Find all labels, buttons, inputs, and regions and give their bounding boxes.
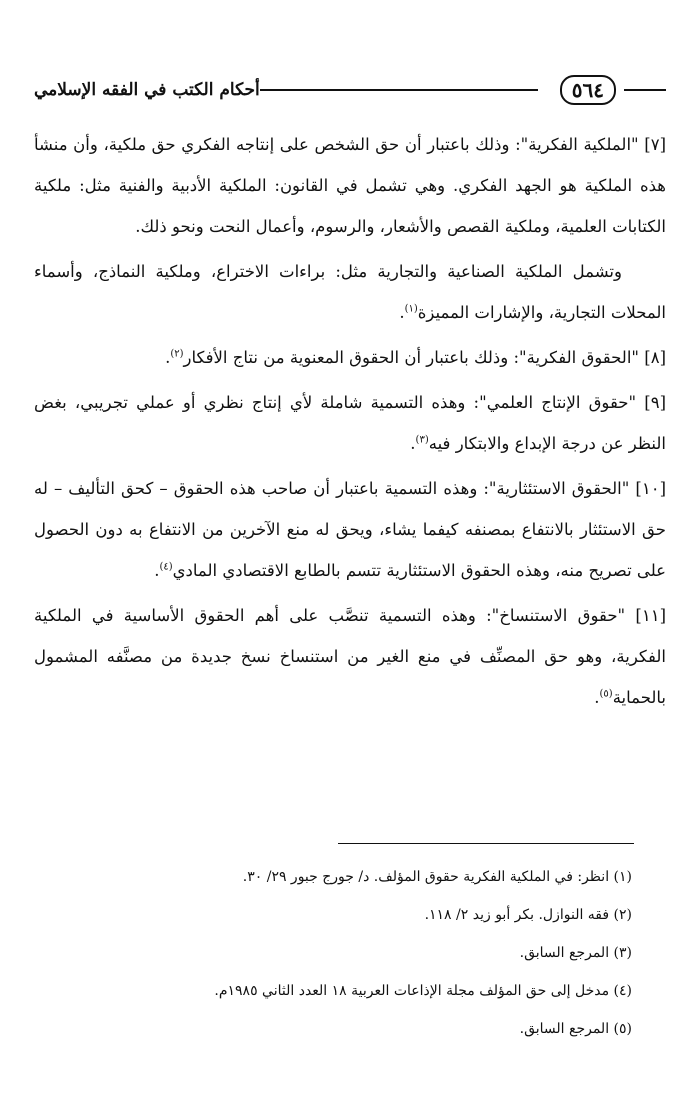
- footnote: (٣) المرجع السابق.: [519, 945, 632, 961]
- paragraph-text: [٨] "الحقوق الفكرية": وذلك باعتبار أن الحقوق المعنوية من نتاج الأفكار: [183, 348, 666, 367]
- running-title: أحكام الكتب في الفقه الإسلامي: [34, 80, 260, 100]
- paragraph: [34, 382, 666, 464]
- page-header: [34, 70, 666, 110]
- paragraph-tail: .: [154, 561, 160, 580]
- footnote-separator: [338, 843, 634, 844]
- footnote-ref[interactable]: (٢): [170, 348, 184, 360]
- paragraph: [34, 595, 666, 718]
- page-number: ٥٦٤: [560, 75, 616, 105]
- footnote: (٤) مدخل إلى حق المؤلف مجلة الإذاعات العربية ١٨ العدد الثاني ١٩٨٥م.: [214, 983, 632, 999]
- footnotes: [34, 858, 634, 1048]
- paragraph-text: وتشمل الملكية الصناعية والتجارية مثل: براءات الاختراع، وملكية النماذج، وأسماء المحلات التجارية، والإشارات المميزة: [34, 262, 666, 322]
- paragraph-text: [٧] "الملكية الفكرية": وذلك باعتبار أن حق الشخص على إنتاجه الفكري حق ملكية، وأن منشأ هذه الملكية هو الجهد الفكري. وهي تشمل في القانون: الملكية الأدبية والفنية مثل: ملكية الكتابات العلمية، وملكية القصص والأشعار، والرسوم، وأعمال النحت ونحو ذلك.: [34, 135, 666, 236]
- footnote-ref[interactable]: (٣): [415, 434, 429, 446]
- paragraph: [34, 337, 666, 378]
- paragraph: [34, 124, 666, 247]
- footnote: (٢) فقه النوازل. بكر أبو زيد ٢/ ١١٨.: [424, 907, 632, 923]
- paragraph-tail: .: [399, 303, 405, 322]
- footnote-ref[interactable]: (٥): [599, 688, 613, 700]
- paragraph-text: [١١] "حقوق الاستنساخ": وهذه التسمية تنصَّب على أهم الحقوق الأساسية في الملكية الفكرية، وهو حق المصنِّف في منع الغير من استنساخ نسخ جديدة من مصنَّفه المشمول بالحماية: [34, 606, 666, 707]
- paragraph: [34, 251, 666, 333]
- paragraph-tail: .: [594, 688, 600, 707]
- paragraph-text: [١٠] "الحقوق الاستئثارية": وهذه التسمية باعتبار أن صاحب هذه الحقوق – كحق التأليف – له حق الاستئثار بالانتفاع بمصنفه كيفما يشاء، ويحق له منع الآخرين من الانتفاع به دون الحصول على تصريح منه، وهذه الحقوق الاستئثارية تتسم بالطابع الاقتصادي المادي: [34, 479, 666, 580]
- main-text: [34, 124, 666, 718]
- paragraph: [34, 468, 666, 591]
- paragraph-tail: .: [410, 434, 416, 453]
- footnote-ref[interactable]: (١): [404, 303, 418, 315]
- header-rule-right: [624, 89, 666, 91]
- paragraph-tail: .: [165, 348, 171, 367]
- paragraph-text: [٩] "حقوق الإنتاج العلمي": وهذه التسمية شاملة لأي إنتاج نظري أو عملي تجريبي، بغض النظر عن درجة الإبداع والابتكار فيه: [34, 393, 666, 453]
- header-rule-left: [260, 89, 538, 91]
- footnote: (١) انظر: في الملكية الفكرية حقوق المؤلف. د/ جورج جبور ٢٩/ ٣٠.: [242, 869, 632, 885]
- footnote: (٥) المرجع السابق.: [519, 1021, 632, 1037]
- footnote-ref[interactable]: (٤): [159, 561, 173, 573]
